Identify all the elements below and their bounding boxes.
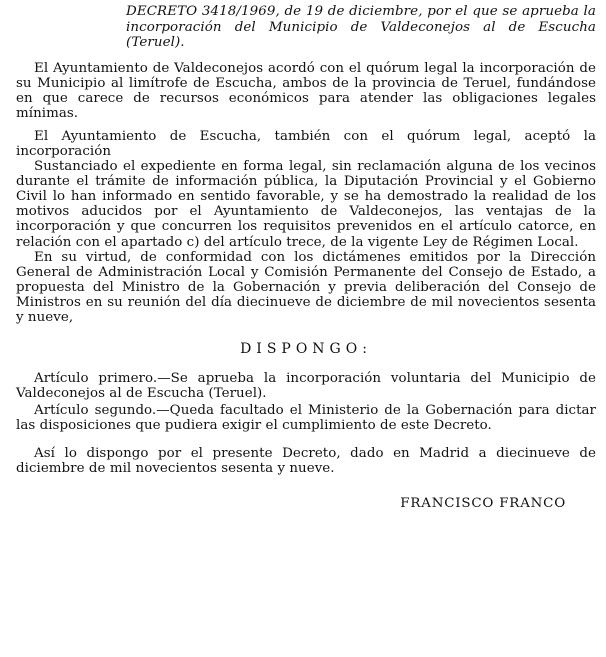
paragraph-3: Sustanciado el expediente en forma legal, sin reclamación alguna de los vecinos durante el trámite de información pública, la Diputación Provincial y el Gobierno Civil lo han informado en sentido favorable, y se ha demostrado la realidad de los motivos aducidos por el Ayuntamiento de Valdeconejos, las ventajas de la incorporación y que concurren los requisitos prevenidos en el artículo catorce, en relación con el apartado c) del artículo trece, de la vigente Ley de Régimen Local. — [16, 159, 596, 250]
paragraph-4: En su virtud, de conformidad con los dictámenes emitidos por la Dirección General de Administración Local y Comisión Permanente del Consejo de Estado, a propuesta del Ministro de la Gobernación y previa deliberación del Consejo de Ministros en su reunión del día diecinueve de diciembre de mil novecientos sesenta y nueve, — [16, 249, 596, 325]
dispongo-heading: DISPONGO: — [240, 341, 372, 358]
paragraph-2: El Ayuntamiento de Escucha, también con el quórum legal, aceptó la incorporación — [16, 128, 596, 159]
closing-paragraph: Así lo dispongo por el presente Decreto, dado en Madrid a diecinueve de diciembre de mil novecientos sesenta y nueve. — [16, 445, 596, 476]
signature: FRANCISCO FRANCO — [400, 495, 566, 511]
article-2: Artículo segundo.—Queda facultado el Ministerio de la Gobernación para dictar las disposiciones que pudiera exigir el cumplimiento de este Decreto. — [16, 403, 596, 434]
paragraph-1: El Ayuntamiento de Valdeconejos acordó con el quórum legal la incorporación de su Municipio al limítrofe de Escucha, ambos de la provincia de Teruel, fundándose en que carece de recursos económicos para atender las obligaciones legales mínimas. — [16, 60, 596, 121]
article-1: Artículo primero.—Se aprueba la incorporación voluntaria del Municipio de Valdeconejos al de Escucha (Teruel). — [16, 371, 596, 402]
decree-body — [16, 61, 596, 511]
decree-title: DECRETO 3418/1969, de 19 de diciembre, por el que se aprueba la incorporación del Municipio de Valdeconejos al de Escucha (Teruel). — [126, 4, 596, 50]
